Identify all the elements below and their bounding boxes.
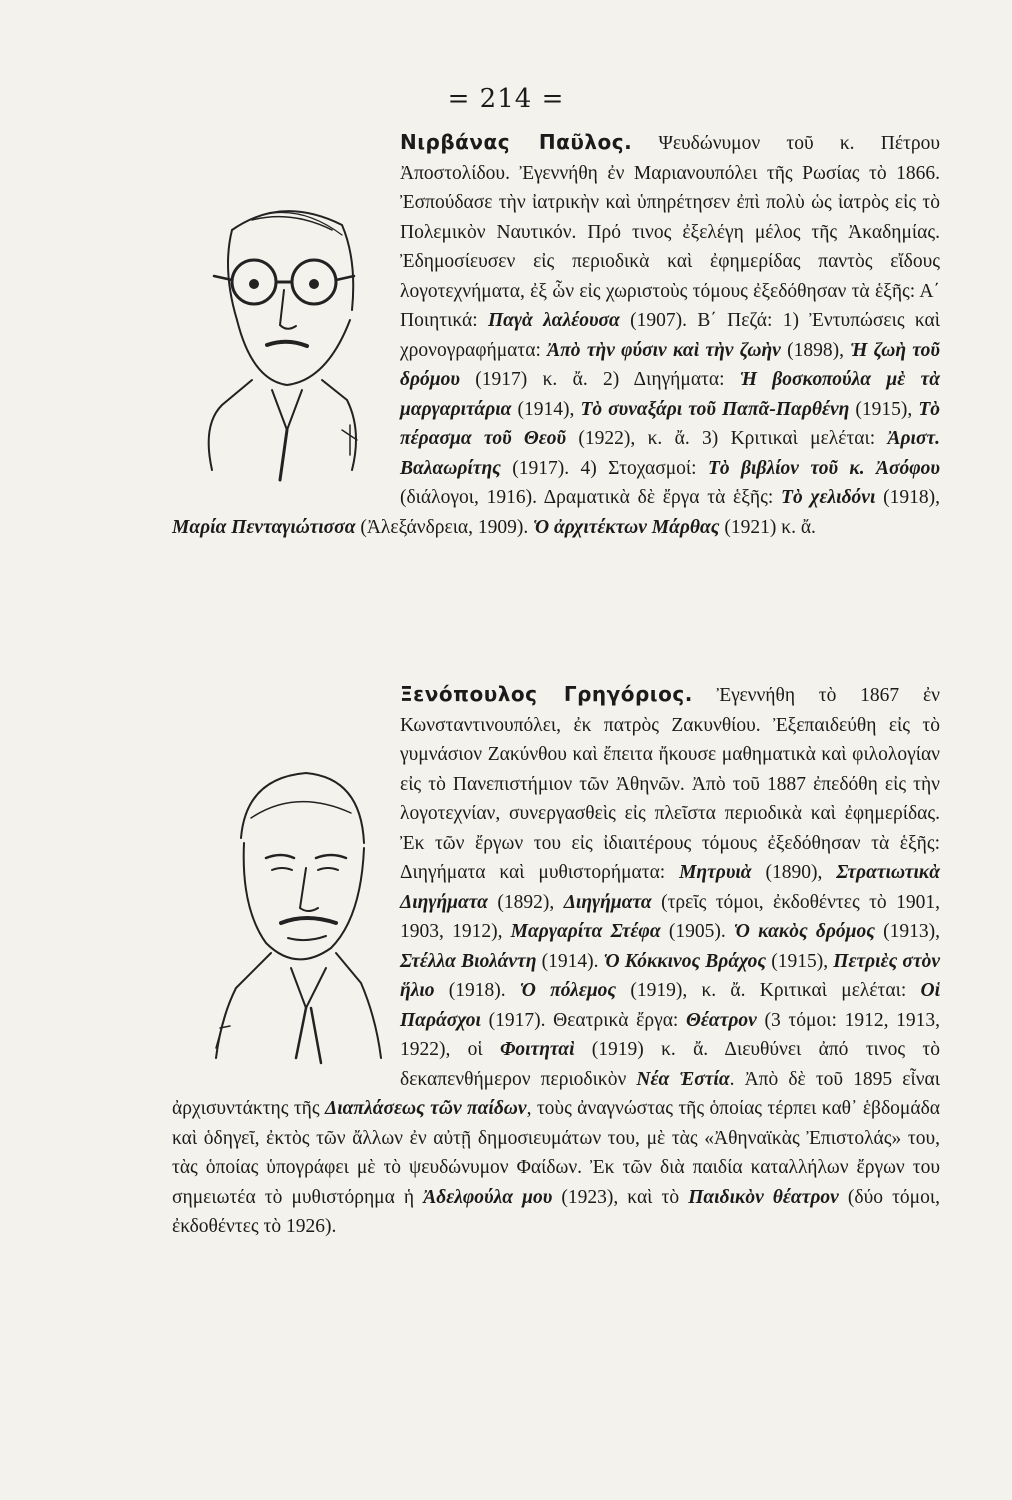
work-title: Τὸ πέρασμα τοῦ Θεοῦ [400,398,940,449]
work-title: Στέλλα Βιολάντη [400,950,537,972]
work-title: Φοιτηταὶ [499,1039,575,1060]
work-title: Τὸ βιβλίον τοῦ κ. Ἀσόφου [707,457,940,479]
work-title: Διηγήματα [563,891,652,913]
work-title: Ἀπὸ τὴν φύσιν καὶ τὴν ζωὴν [547,339,781,361]
work-title: Διαπλάσεως τῶν παίδων [324,1098,527,1119]
page-number: = 214 = [447,84,565,114]
entry-xenopoulos [172,680,940,1242]
work-title: Τὸ χελιδόνι [781,487,876,508]
work-title: Παιδικὸν θέατρον [688,1186,839,1208]
work-title: Θέατρον [686,1009,757,1031]
work-title: Μαρία Πενταγιώτισσα [172,516,356,538]
work-title: Ἀριστ. Βαλαωρίτης [400,428,940,479]
entry-nirvanas [172,128,940,542]
work-title: Ἡ ζωὴ τοῦ δρόμου [400,339,940,390]
entry-headword: Νιρβάνας Παῦλος. [400,130,633,154]
work-title: Ὁ Κόκκινος Βράχος [603,950,767,972]
work-title: Στρατιωτικὰ Διηγήματα [400,862,940,913]
work-title: Ὁ κακὸς δρόμος [733,921,875,942]
work-title: Μητρυιὰ [679,862,752,883]
entry-headword: Ξενόπουλος Γρηγόριος. [400,682,693,706]
work-title: Ἀδελφούλα μου [423,1186,553,1208]
work-title: Παγὰ λαλέουσα [487,310,620,331]
work-title: Νέα Ἑστία [636,1068,730,1090]
work-title: Ὁ πόλεμος [519,980,617,1001]
entry-text: Ξενόπουλος Γρηγόριος. Ἐγεννήθη τὸ 1867 ἐν Κωνσταντινουπόλει, ἐκ πατρὸς Ζακυνθίου. Ἐξεπαιδεύθη εἰς τὸ γυμνάσιον Ζακύνθου καὶ ἔπειτα ἤκουσε μαθηματικὰ καὶ φιλολογίαν εἰς τὸ Πανεπιστήμιον τῶν Ἀθηνῶν. Ἀπὸ τοῦ 1887 ἐπεδόθη εἰς τὴν λογοτεχνίαν, συνεργασθεὶς εἰς πλεῖστα περιοδικὰ καὶ ἐφημερίδας. Ἐκ τῶν ἔργων του εἰς ἰδιαιτέρους τόμους ἐξεδόθησαν τὰ ἑξῆς: Διηγήματα καὶ μυθιστορήματα: Μητρυιὰ (1890), Στρατιωτικὰ Διηγήματα (1892), Διηγήματα (τρεῖς τόμοι, ἐκδοθέντες τὸ 1901, 1903, 1912), Μαργαρίτα Στέφα (1905). Ὁ κακὸς δρόμος (1913), Στέλλα Βιολάντη (1914). Ὁ Κόκκινος Βράχος (1915), Πετριὲς στὸν ἥλιο (1918). Ὁ πόλεμος (1919), κ. ἄ. Κριτικαὶ μελέται: Οἱ Παράσχοι (1917). Θεατρικὰ ἔργα: Θέατρον (3 τόμοι: 1912, 1913, 1922), οἱ Φοιτηταὶ (1919) κ. ἄ. Διευθύνει ἀπό τινος τὸ δεκαπενθήμερον περιοδικὸν Νέα Ἑστία. Ἀπὸ δὲ τοῦ 1895 εἶναι ἀρχισυντάκτης τῆς Διαπλάσεως τῶν παίδων, τοὺς ἀναγνώστας τῆς ὁποίας τέρπει καθ᾽ ἑβδομάδα καὶ ὁδηγεῖ, ἐκτὸς τῶν ἄλλων ἐν αὐτῇ δημοσιευμάτων του, μὲ τὰς «Ἀθηναϊκὰς Ἐπιστολάς» του, τὰς ὁποίας ὑπογράφει μὲ τὸ ψευδώνυμον Φαίδων. Ἐκ τῶν διὰ παιδία καταλλήλων ἔργων του σημειωτέα τὸ μυθιστόρημα ἡ Ἀδελφούλα μου (1923), καὶ τὸ Παιδικὸν θέατρον (δύο τόμοι, ἐκδοθέντες τὸ 1926). [172,682,941,1237]
work-title: Μαργαρίτα Στέφα [510,921,661,942]
work-title: Οἱ Παράσχοι [400,980,940,1031]
work-title: Πετριὲς στὸν ἥλιο [400,950,940,1001]
work-title: Ἡ βοσκοπούλα μὲ τὰ μαργαριτάρια [400,369,941,420]
work-title: Τὸ συναξάρι τοῦ Παπᾶ-Παρθένη [580,398,850,420]
work-title: Ὁ ἀρχιτέκτων Μάρθας [533,516,720,538]
entry-text: Νιρβάνας Παῦλος. Ψευδώνυμον τοῦ κ. Πέτρου Ἀποστολίδου. Ἐγεννήθη ἐν Μαριανουπόλει τῆς Ρωσίας τὸ 1866. Ἐσπούδασε τὴν ἰατρικὴν καὶ ὑπηρέτησεν ἐπὶ πολὺ ὡς ἰατρὸς εἰς τὸ Πολεμικὸν Ναυτικόν. Πρό τινος ἐξελέγη μέλος τῆς Ἀκαδημίας. Ἐδημοσίευσεν εἰς περιοδικὰ καὶ ἐφημερίδας παντὸς εἴδους λογοτεχνήματα, ἐξ ὧν εἰς χωριστοὺς τόμους ἐξεδόθησαν τὰ ἑξῆς: Α΄ Ποιητικά: Παγὰ λαλέουσα (1907). Β΄ Πεζά: 1) Ἐντυπώσεις καὶ χρονογραφήματα: Ἀπὸ τὴν φύσιν καὶ τὴν ζωὴν (1898), Ἡ ζωὴ τοῦ δρόμου (1917) κ. ἄ. 2) Διηγήματα: Ἡ βοσκοπούλα μὲ τὰ μαργαριτάρια (1914), Τὸ συναξάρι τοῦ Παπᾶ-Παρθένη (1915), Τὸ πέρασμα τοῦ Θεοῦ (1922), κ. ἄ. 3) Κριτικαὶ μελέται: Ἀριστ. Βαλαωρίτης (1917). 4) Στοχασμοί: Τὸ βιβλίον τοῦ κ. Ἀσόφου (διάλογοι, 1916). Δραματικὰ δὲ ἔργα τὰ ἑξῆς: Τὸ χελιδόνι (1918), Μαρία Πενταγιώτισσα (Ἀλεξάνδρεια, 1909). Ὁ ἀρχιτέκτων Μάρθας (1921) κ. ἄ. [172,130,941,538]
